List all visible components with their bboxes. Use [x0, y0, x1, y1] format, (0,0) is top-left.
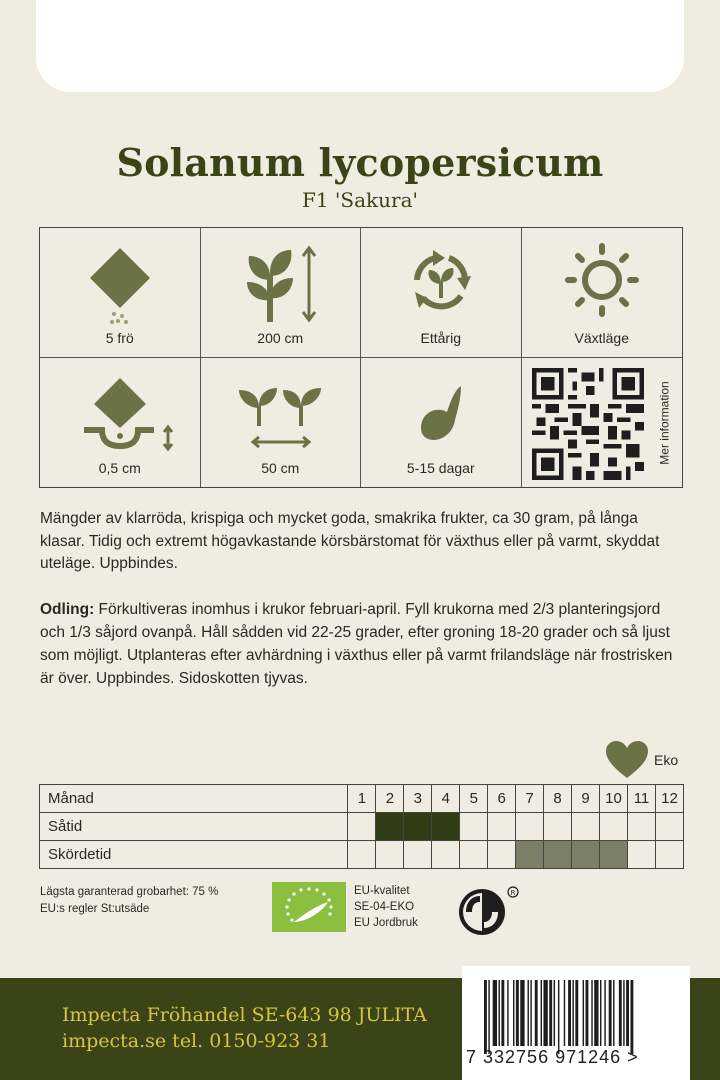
- barcode-bar: [541, 980, 542, 1046]
- info-cell-seed-count: [40, 228, 201, 358]
- harvest-cell: [488, 841, 516, 869]
- info-cell-height: [201, 228, 362, 358]
- germination-label: 5-15 dagar: [406, 459, 475, 476]
- harvest-cell: [572, 841, 600, 869]
- germination-sprout-icon: [361, 366, 521, 456]
- barcode-bar: [572, 980, 573, 1046]
- company-contact: impecta.se tel. 0150-923 31: [62, 1030, 331, 1052]
- month-1: 1: [348, 785, 376, 813]
- barcode-bar: [613, 980, 614, 1046]
- sowing-depth-label: 0,5 cm: [98, 459, 141, 476]
- sow-cell: [432, 813, 460, 841]
- info-cell-lifecycle: [361, 228, 522, 358]
- harvest-cell: [544, 841, 572, 869]
- hang-hole-cutout: [36, 0, 684, 92]
- barcode-bar: [564, 980, 565, 1046]
- month-6: 6: [488, 785, 516, 813]
- barcode-bar: [558, 980, 559, 1054]
- month-3: 3: [404, 785, 432, 813]
- cultivation-heading: Odling:: [40, 601, 95, 618]
- info-cell-sowing-depth: [40, 358, 201, 488]
- barcode-bar: [600, 980, 601, 1046]
- eu-organic-leaf-logo: [272, 882, 346, 932]
- harvest-cell: [432, 841, 460, 869]
- barcode-bar: [586, 980, 589, 1046]
- company-address: Impecta Fröhandel SE-643 98 JULITA: [62, 1004, 427, 1026]
- sun-icon: [522, 236, 682, 326]
- harvest-cell: [600, 841, 628, 869]
- barcode-bar: [530, 980, 531, 1046]
- harvest-cell: [655, 841, 683, 869]
- sow-cell: [628, 813, 656, 841]
- harvest-row-label: Skördetid: [40, 841, 348, 869]
- sow-cell: [376, 813, 404, 841]
- harvest-cell: [628, 841, 656, 869]
- heart-icon: [604, 740, 650, 780]
- barcode-digits: 7 332756 971246 >: [466, 1047, 639, 1067]
- eu-quality-line: EU-kvalitet: [354, 885, 410, 897]
- barcode-bar: [484, 980, 487, 1054]
- sow-cell: [655, 813, 683, 841]
- month-4: 4: [432, 785, 460, 813]
- sow-cell: [460, 813, 488, 841]
- sowing-depth-icon: [40, 366, 200, 456]
- sow-row-label: Såtid: [40, 813, 348, 841]
- barcode-bar: [609, 980, 612, 1046]
- barcode: [462, 966, 690, 1080]
- seed-packet-icon: [40, 236, 200, 326]
- sow-cell: [348, 813, 376, 841]
- info-cell-spacing: [201, 358, 362, 488]
- product-description: Mängder av klarröda, krispiga och mycket goda, smakrika frukter, ca 30 gram, på långa klasar. Tidig och extremt högavkastande körsbärstomat för växthus eller på varmt, skyddat uteläge. Uppbindes.: [40, 510, 660, 572]
- barcode-bar: [630, 980, 633, 1054]
- barcode-bar: [591, 980, 592, 1046]
- barcode-bar: [513, 980, 514, 1046]
- barcode-bar: [535, 980, 538, 1046]
- month-10: 10: [600, 785, 628, 813]
- month-9: 9: [572, 785, 600, 813]
- barcode-bar: [516, 980, 519, 1046]
- spacing-label: 50 cm: [261, 459, 300, 476]
- barcode-bar: [488, 980, 489, 1054]
- month-5: 5: [460, 785, 488, 813]
- info-icon-grid: [39, 227, 683, 488]
- calendar-harvest-row: [40, 841, 684, 869]
- barcode-bar: [493, 980, 497, 1046]
- cultivation-instructions: [40, 598, 680, 690]
- eko-badge: [604, 740, 678, 780]
- month-8: 8: [544, 785, 572, 813]
- seed-count-label: 5 frö: [105, 330, 134, 346]
- month-11: 11: [628, 785, 656, 813]
- plant-height-icon: [201, 236, 361, 326]
- calendar-month-row: [40, 785, 684, 813]
- info-cell-position: [522, 228, 683, 358]
- position-label: Växtläge: [574, 330, 629, 346]
- sow-cell: [544, 813, 572, 841]
- germination-info: [40, 884, 218, 918]
- harvest-cell: [348, 841, 376, 869]
- more-info-label-wrap: [654, 364, 676, 482]
- barcode-bar: [626, 980, 629, 1046]
- barcode-bar: [543, 980, 547, 1046]
- cultivation-text: Förkultiveras inomhus i krukor februari-april. Fyll krukorna med 2/3 planteringsjord och 1/3 såjord ovanpå. Håll sådden vid 22-25 grader, efter groning 18-20 grader och så ljust som möjligt. Utplanteras efter avhärdning i växthus eller på varmt frilandsläge när frostrisken är över. Uppbindes. Sidoskotten tjyvas.: [40, 601, 673, 687]
- barcode-bar: [594, 980, 598, 1046]
- harvest-cell: [516, 841, 544, 869]
- eu-agriculture-line: EU Jordbruk: [354, 917, 418, 929]
- barcode-bar: [604, 980, 605, 1046]
- qr-code-icon[interactable]: [532, 368, 644, 480]
- barcode-bar: [499, 980, 500, 1046]
- eko-label: Eko: [654, 752, 679, 768]
- sow-cell: [516, 813, 544, 841]
- barcode-bar: [528, 980, 529, 1046]
- barcode-bar: [583, 980, 584, 1046]
- sow-cell: [572, 813, 600, 841]
- green-dot-recycling-icon: [456, 884, 520, 940]
- harvest-cell: [404, 841, 432, 869]
- month-12: 12: [655, 785, 683, 813]
- barcode-bar: [623, 980, 624, 1046]
- barcode-bar: [554, 980, 555, 1046]
- germination-rate: Lägsta garanterad grobarhet: 75 %: [40, 886, 219, 898]
- barcode-bar: [501, 980, 504, 1046]
- month-row-label: Månad: [40, 785, 348, 813]
- plant-spacing-icon: [201, 366, 361, 456]
- month-7: 7: [516, 785, 544, 813]
- barcode-bar: [520, 980, 524, 1046]
- annual-cycle-icon: [361, 236, 521, 326]
- more-info-label: Mer information: [658, 380, 672, 465]
- page-title: Solanum lycopersicum: [116, 140, 604, 185]
- eu-code-line: SE-04-EKO: [354, 901, 415, 913]
- barcode-bar: [549, 980, 552, 1046]
- month-2: 2: [376, 785, 404, 813]
- eu-seed-rules: EU:s regler St:utsäde: [40, 903, 150, 915]
- harvest-cell: [460, 841, 488, 869]
- barcode-bar: [575, 980, 578, 1046]
- lifecycle-label: Ettårig: [420, 330, 461, 346]
- sow-cell: [404, 813, 432, 841]
- info-cell-qr: [522, 358, 683, 488]
- sowing-calendar: [39, 784, 684, 869]
- sow-cell: [600, 813, 628, 841]
- eu-certification-text: [354, 883, 418, 931]
- info-cell-germination: [361, 358, 522, 488]
- svg-text:R: R: [510, 889, 516, 897]
- variety-subtitle: F1 'Sakura': [301, 188, 419, 212]
- barcode-bar: [507, 980, 508, 1046]
- sow-cell: [488, 813, 516, 841]
- calendar-sow-row: [40, 813, 684, 841]
- height-label: 200 cm: [257, 330, 304, 346]
- barcode-bar: [568, 980, 571, 1046]
- harvest-cell: [376, 841, 404, 869]
- barcode-bar: [619, 980, 622, 1046]
